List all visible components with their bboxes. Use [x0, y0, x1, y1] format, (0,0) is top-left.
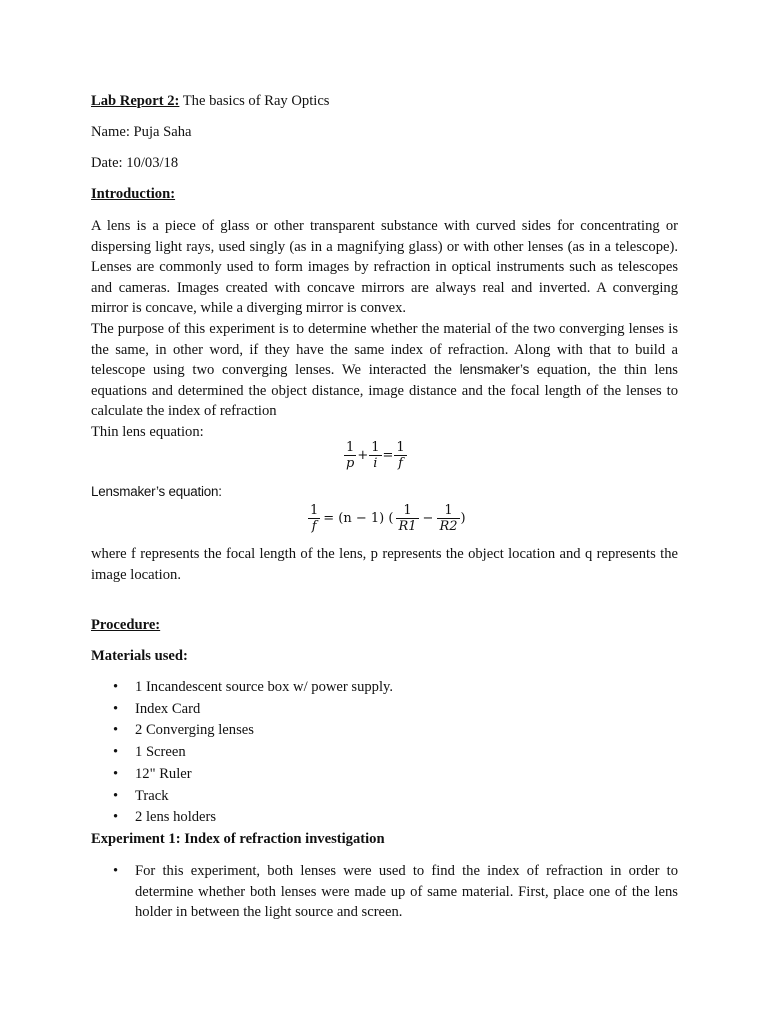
denominator-r2: R2: [439, 519, 458, 534]
author-name: Name: Puja Saha: [91, 124, 192, 140]
denominator-r1: R1: [398, 519, 417, 534]
numerator: 1: [371, 440, 380, 455]
list-item: • 2 lens holders: [91, 807, 393, 829]
report-date: Date: 10/03/18: [91, 155, 179, 171]
list-item: • Track: [91, 786, 393, 808]
introduction-body: [91, 216, 678, 443]
report-title-label: Lab Report 2:: [91, 93, 180, 109]
procedure-heading: Procedure:: [91, 617, 161, 633]
thin-lens-label: Thin lens equation:: [91, 423, 204, 440]
fraction-1-over-f: [308, 503, 320, 534]
list-item: • Index Card: [91, 699, 393, 721]
equation-middle: = (n − 1) (: [323, 511, 394, 526]
experiment1-bullet-text: For this experiment, both lenses were used to find the index of refraction in order to determine whether both lenses were made up of same material. First, place one of the lens holder in between the light source and screen.: [135, 863, 678, 921]
numerator: 1: [344, 440, 356, 456]
experiment1-bullet: [113, 861, 678, 923]
denominator-f: f: [311, 519, 317, 534]
denominator-i: i: [373, 456, 378, 471]
list-item: • 12" Ruler: [91, 764, 393, 786]
minus-sign: −: [422, 511, 434, 526]
numerator: 1: [396, 503, 418, 519]
fraction-1-over-p: [344, 440, 356, 471]
fraction-1-over-i: [369, 440, 381, 471]
experiment1-heading: Experiment 1: Index of refraction investigation: [91, 831, 385, 847]
denominator-f: f: [398, 456, 403, 471]
numerator: 1: [437, 503, 459, 519]
numerator: 1: [396, 440, 405, 455]
fraction-1-over-r2: [437, 503, 459, 534]
purpose-lensmaker-word: lensmaker’s: [459, 362, 530, 378]
purpose-text-a: The purpose of this experiment is to determine whether the material of the two converging lenses is the same, in other word, if they have the same index of refraction. Along with that to build a telescope using two converging lenses. We interacted the: [91, 320, 678, 379]
fraction-1-over-f: [394, 440, 406, 471]
closing-paren: ): [460, 511, 466, 526]
introduction-paragraph-1: A lens is a piece of glass or other transparent substance with curved sides for concentrating or dispersing light rays, used singly (as in a magnifying glass) or with other lenses (as in a telescope). Lenses are commonly used to form images by refraction in optical instruments such as telescopes and cameras. Images created with concave mirrors are always real and inverted. A converging mirror is concave, while a diverging mirror is convex.: [91, 218, 678, 317]
report-title: [91, 93, 329, 110]
numerator: 1: [310, 503, 319, 518]
purpose-text-c: equation, the thin lens equations and determined the object distance, image distance and the focal length of the lenses to calculate the index of refraction: [91, 362, 678, 420]
lensmaker-label: Lensmaker’s equation:: [91, 484, 222, 499]
equation-explanation: where f represents the focal length of the lens, p represents the object location and q represents the image location.: [91, 546, 678, 583]
list-item: • 2 Converging lenses: [91, 720, 393, 742]
fraction-1-over-r1: [396, 503, 418, 534]
bullet-dot: •: [113, 863, 119, 879]
materials-heading: Materials used:: [91, 648, 188, 664]
introduction-paragraph-2: [91, 319, 678, 422]
equals-sign: =: [382, 448, 394, 463]
materials-list: [91, 677, 393, 829]
list-item: • 1 Incandescent source box w/ power supply.: [91, 677, 393, 699]
lensmaker-equation: [308, 503, 467, 534]
report-title-text: The basics of Ray Optics: [179, 93, 330, 109]
list-item: • 1 Screen: [91, 742, 393, 764]
thin-lens-equation: [344, 440, 407, 471]
plus-sign: +: [357, 448, 369, 463]
introduction-heading: Introduction:: [91, 186, 176, 202]
denominator-p: p: [346, 456, 355, 471]
